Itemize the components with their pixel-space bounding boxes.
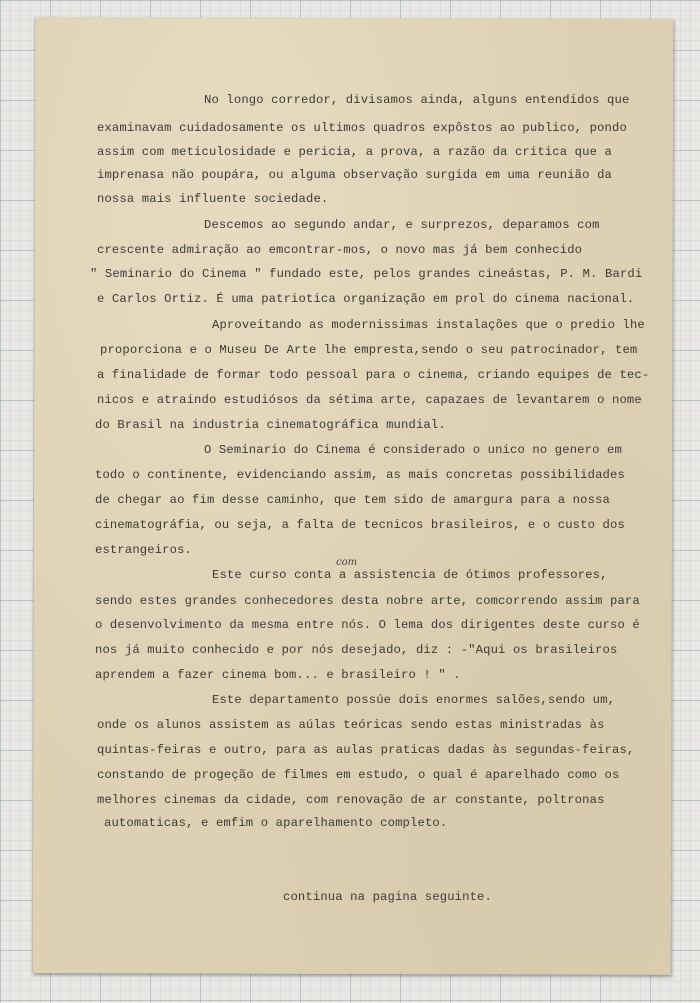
text-line: aprendem a fazer cinema bom... e brasileiro ! " . <box>95 668 461 682</box>
footer-continuation-note: continua na pagina seguinte. <box>283 890 492 904</box>
text-line: e Carlos Ortiz. É uma patriotica organização em prol do cinema nacional. <box>97 292 635 306</box>
text-line: melhores cinemas da cidade, com renovação de ar constante, poltronas <box>97 793 605 807</box>
text-line: examinavam cuidadosamente os ultimos quadros expôstos ao publico, pondo <box>97 121 627 135</box>
text-line: crescente admiração ao emcontrar-mos, o novo mas já bem conhecido <box>97 243 583 257</box>
text-line: automaticas, e emfim o aparelhamento completo. <box>104 816 448 830</box>
text-line: imprenasa não poupára, ou alguma observação surgida em uma reunião da <box>97 168 612 182</box>
text-line: proporciona e o Museu De Arte lhe empresta,sendo o seu patrocinador, tem <box>100 343 638 357</box>
text-line: o desenvolvimento da mesma entre nós. O lema dos dirigentes deste curso é <box>95 618 640 632</box>
text-line: Este departamento possúe dois enormes salões,sendo um, <box>212 693 616 707</box>
text-line: a finalidade de formar todo pessoal para o cinema, criando equipes de tec- <box>97 368 650 382</box>
text-line: todo o continente, evidenciando assim, as mais concretas possibilidades <box>95 468 625 482</box>
text-line: do Brasil na industria cinematográfica mundial. <box>95 418 446 432</box>
text-line: Descemos ao segundo andar, e surprezos, deparamos com <box>204 218 600 232</box>
text-line: estrangeiros. <box>95 543 193 557</box>
text-line: No longo corredor, divisamos ainda, alguns entendidos que <box>204 93 630 107</box>
text-line: sendo estes grandes conhecedores desta nobre arte, comcorrendo assim para <box>95 594 640 608</box>
text-line: " Seminario do Cinema " fundado este, pelos grandes cineástas, P. M. Bardi <box>90 267 643 281</box>
text-line: assim com meticulosidade e pericia, a prova, a razão da critica que a <box>97 145 612 159</box>
text-line: de chegar ao fim desse caminho, que tem sido de amargura para a nossa <box>95 493 610 507</box>
text-line: nicos e atraindo estudiósos da sétima arte, capazaes de levantarem o nome <box>97 393 642 407</box>
text-line: quintas-feiras e outro, para as aulas praticas dadas às segundas-feiras, <box>97 743 635 757</box>
text-line: onde os alunos assistem as aúlas teóricas sendo estas ministradas às <box>97 718 605 732</box>
text-line: Aproveitando as modernissimas instalações que o predio lhe <box>212 318 645 332</box>
text-line: Este curso conta a assistencia de ótimos professores, <box>212 568 608 582</box>
text-line: constando de progeção de filmes em estudo, o qual é aparelhado como os <box>97 768 620 782</box>
text-line: O Seminario do Cinema é considerado o unico no genero em <box>204 443 622 457</box>
text-line: nossa mais influente sociedade. <box>97 192 329 206</box>
handwritten-insert: com <box>336 557 358 568</box>
text-line: cinematográfia, ou seja, a falta de tecnicos brasileiros, e o custo dos <box>95 518 625 532</box>
text-line: nos já muito conhecido e por nós desejado, diz : -"Aqui os brasileiros <box>95 643 618 657</box>
